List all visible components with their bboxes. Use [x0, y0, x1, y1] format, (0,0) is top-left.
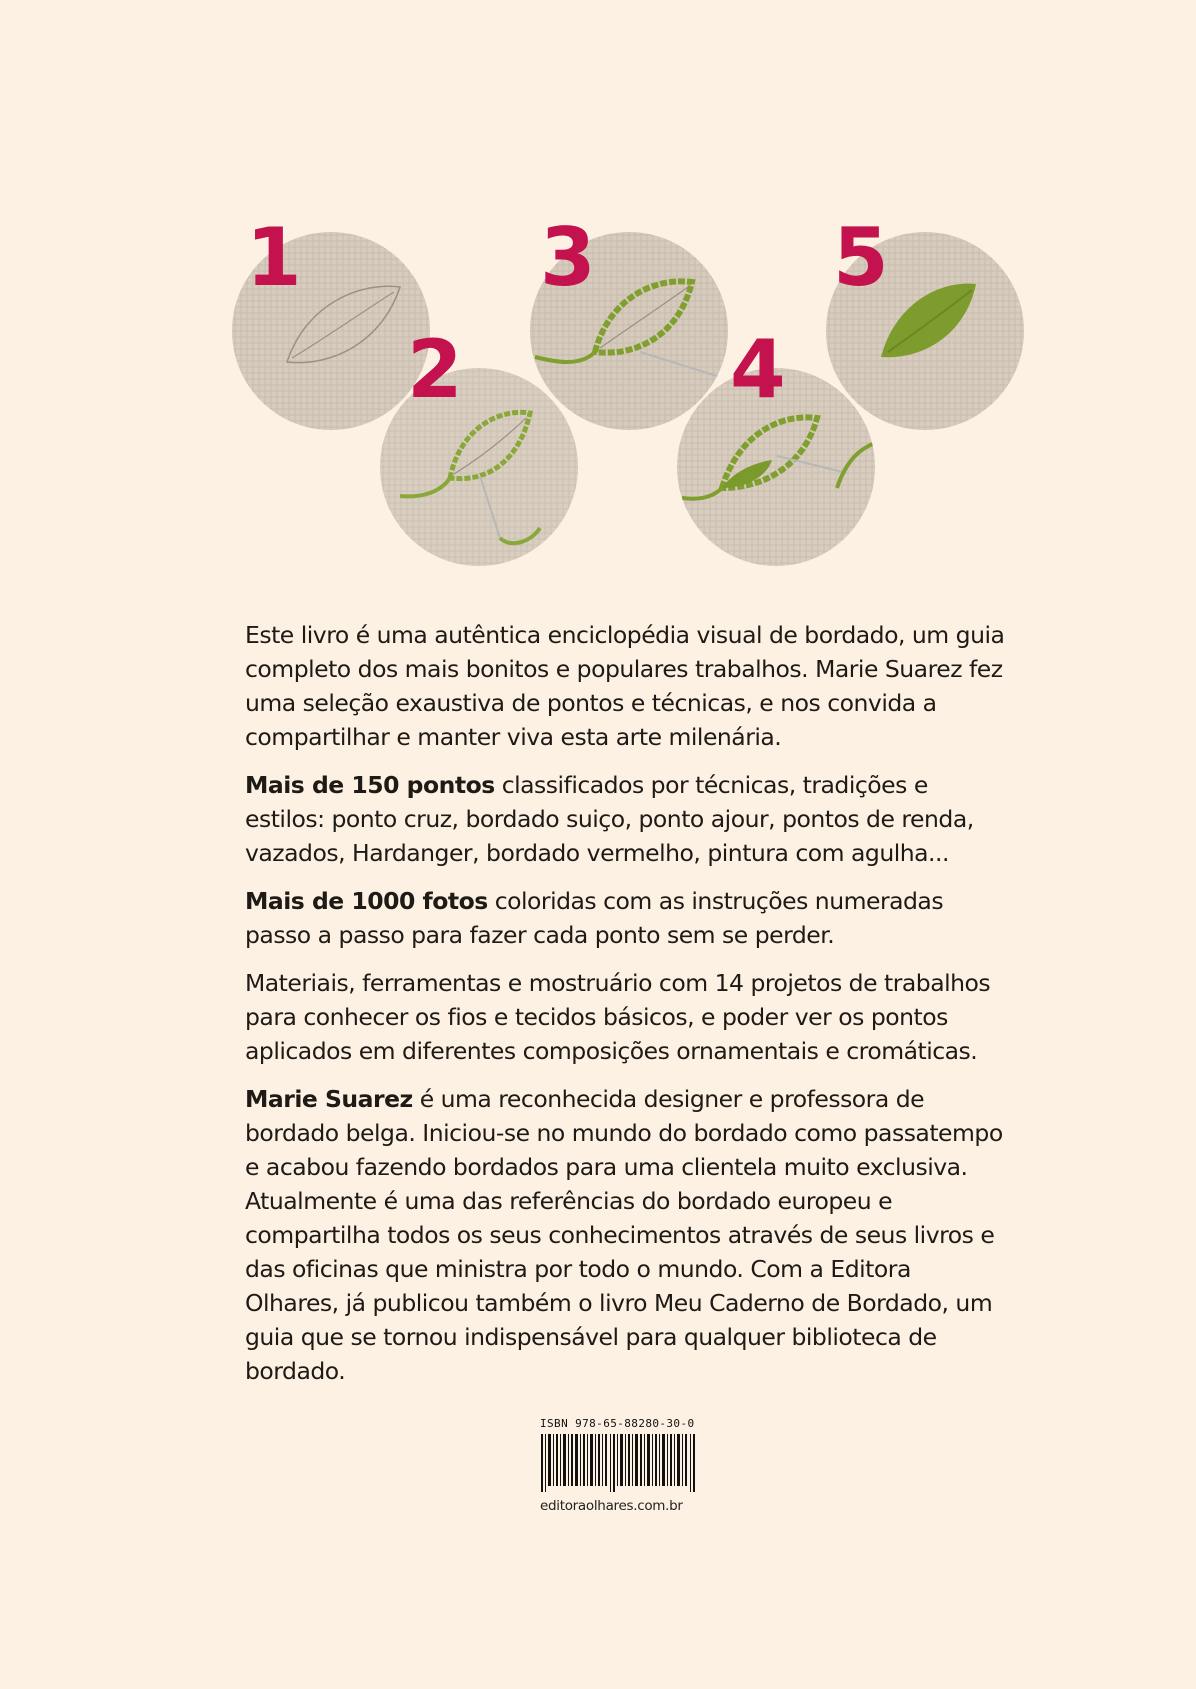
intro-paragraph: [245, 618, 1005, 754]
author-bio: é uma reconhecida designer e professora de bordado belga. Iniciou-se no mundo do bordado como passatempo e acabou fazendo bordados para uma clientela muito exclusiva. Atualmente é uma das referências do bordado europeu e compartilha todos os seus conhecimentos através de seus livros e das oficinas que ministra por todo o mundo. Com a Editora Olhares, já publicou também o livro Meu Caderno de Bordado, um guia que se tornou indispensável para qualquer biblioteca de bordado.: [245, 1085, 1003, 1385]
stitches-text: classificados por técnicas, tradições e estilos: ponto cruz, bordado suiço, ponto ajour, pontos de renda, vazados, Hardanger, bordado vermelho, pintura com agulha...: [245, 771, 974, 867]
isbn-label: ISBN 978-65-88280-30-0: [540, 1417, 695, 1430]
barcode-bars: [540, 1434, 700, 1492]
photos-highlight: Mais de 1000 fotos: [245, 887, 488, 915]
step-number-1: 1: [246, 211, 302, 304]
step-number-3: 3: [540, 211, 596, 304]
stitches-paragraph: [245, 768, 1005, 870]
publisher-website[interactable]: editoraolhares.com.br: [540, 1498, 683, 1514]
materials-paragraph: [245, 966, 1005, 1068]
step-number-5: 5: [833, 211, 889, 304]
step-number-4: 4: [730, 323, 786, 416]
isbn-barcode: [540, 1416, 700, 1536]
intro-text: Este livro é uma autêntica enciclopédia visual de bordado, um guia completo dos mais bonitos e populares trabalhos. Marie Suarez fez uma seleção exaustiva de pontos e técnicas, e nos convida a compartilhar e manter viva esta arte milenária.: [245, 621, 1005, 751]
photos-paragraph: [245, 884, 1005, 952]
back-cover-text: [245, 618, 1005, 1402]
embroidery-steps-illustration: [0, 0, 1196, 620]
stitches-highlight: Mais de 150 pontos: [245, 771, 495, 799]
author-paragraph: [245, 1082, 1005, 1388]
materials-text: Materiais, ferramentas e mostruário com 14 projetos de trabalhos para conhecer os fios e tecidos básicos, e poder ver os pontos aplicados em diferentes composições ornamentais e cromáticas.: [245, 969, 991, 1065]
step-number-2: 2: [407, 323, 463, 416]
author-name: Marie Suarez: [245, 1085, 413, 1113]
photos-text: coloridas com as instruções numeradas passo a passo para fazer cada ponto sem se perder.: [245, 887, 944, 949]
